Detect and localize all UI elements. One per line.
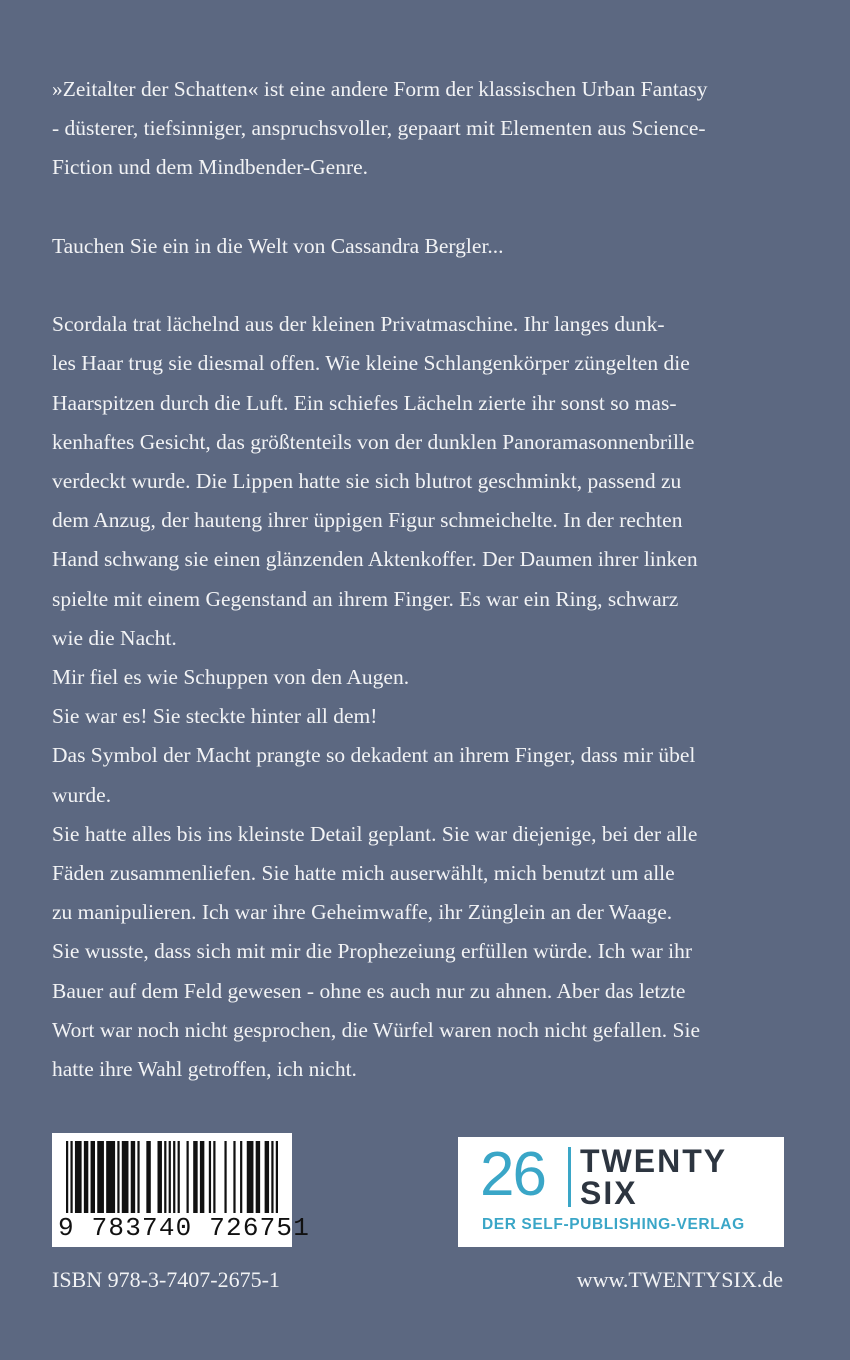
barcode-bar [200,1141,204,1213]
excerpt-line: Fäden zusammenliefen. Sie hatte mich auserwählt, mich benutzt um alle [52,861,675,886]
excerpt-line: spielte mit einem Gegenstand an ihrem Finger. Es war ein Ring, schwarz [52,586,679,611]
barcode-bar [66,1141,68,1213]
barcode-bar [169,1141,171,1213]
logo-number: 26 [480,1140,545,1209]
excerpt-line: dem Anzug, der hauteng ihrer üppigen Figur schmeichelte. In der rechten [52,508,683,533]
barcode-bar [256,1141,260,1213]
barcode-bar [240,1141,242,1213]
logo-word-top: TWENTY [580,1143,728,1179]
barcode-bar [178,1141,180,1213]
barcode-bar [187,1141,189,1213]
barcode-bar [157,1141,161,1213]
excerpt-paragraph-5 [52,815,784,1089]
publisher-logo [458,1137,784,1247]
intro-paragraph [52,70,784,188]
barcode-bar [213,1141,215,1213]
barcode-bar [70,1141,72,1213]
excerpt-line: Haarspitzen durch die Luft. Ein schiefes Lächeln zierte ihr sonst so mas- [52,390,677,415]
excerpt-line: Sie hatte alles bis ins kleinste Detail geplant. Sie war diejenige, bei der alle [52,821,698,846]
back-cover-blurb [52,70,784,1089]
excerpt-line: Scordala trat lächelnd aus der kleinen Privatmaschine. Ihr langes dunk- [52,312,665,337]
excerpt-paragraph-3: Sie war es! Sie steckte hinter all dem! [52,704,378,729]
barcode-bar [75,1141,82,1213]
excerpt-line: Das Symbol der Macht prangte so dekadent an ihrem Finger, dass mir übel [52,743,696,768]
excerpt-line: Bauer auf dem Feld gewesen - ohne es auch nur zu ahnen. Aber das letzte [52,978,686,1003]
barcode-bar [122,1141,129,1213]
excerpt-line: kenhaftes Gesicht, das größtenteils von der dunklen Panoramasonnenbrille [52,429,695,454]
isbn-barcode [52,1133,311,1247]
excerpt-line: wie die Nacht. [52,625,177,650]
barcode-digits: 9 783740 726751 [58,1213,311,1243]
barcode-bar [91,1141,95,1213]
logo-tagline: DER SELF-PUBLISHING-VERLAG [482,1216,745,1233]
barcode-bar [247,1141,254,1213]
logo-divider [568,1147,571,1207]
barcode-bar [146,1141,150,1213]
barcode-bar [233,1141,235,1213]
barcode-bar [173,1141,175,1213]
excerpt-line: zu manipulieren. Ich war ihre Geheimwaffe, ihr Zünglein an der Waage. [52,900,673,925]
excerpt-line: Wort war noch nicht gesprochen, die Würfel waren noch nicht gefallen. Sie [52,1017,701,1042]
logo-word-bottom: SIX [580,1175,638,1211]
barcode-bar [271,1141,273,1213]
barcode-bars [66,1141,278,1213]
intro-line: »Zeitalter der Schatten« ist eine andere Form der klassischen Urban Fantasy [52,77,708,101]
excerpt-line: wurde. [52,782,112,807]
excerpt-line: les Haar trug sie diesmal offen. Wie kleine Schlangenkörper züngelten die [52,351,690,376]
excerpt-line: verdeckt wurde. Die Lippen hatte sie sich blutrot geschminkt, passend zu [52,469,682,493]
barcode-bar [164,1141,166,1213]
excerpt-paragraph-1 [52,305,784,658]
barcode-bar [276,1141,278,1213]
isbn-number: ISBN 978-3-7407-2675-1 [52,1267,280,1292]
intro-line: - düsterer, tiefsinniger, anspruchsvoller, gepaart mit Elementen aus Science- [52,116,706,141]
barcode-bar [224,1141,226,1213]
excerpt-paragraph-2: Mir fiel es wie Schuppen von den Augen. [52,665,410,690]
publisher-url: www.TWENTYSIX.de [576,1267,783,1292]
excerpt-line: Hand schwang sie einen glänzenden Aktenkoffer. Der Daumen ihrer linken [52,547,698,572]
barcode-bar [117,1141,119,1213]
barcode-bar [209,1141,211,1213]
excerpt-line: hatte ihre Wahl getroffen, ich nicht. [52,1057,357,1082]
barcode-bar [137,1141,139,1213]
excerpt-line: Sie wusste, dass sich mit mir die Prophezeiung erfüllen würde. Ich war ihr [52,939,693,964]
barcode-bar [265,1141,269,1213]
barcode-bar [84,1141,88,1213]
invitation-line: Tauchen Sie ein in die Welt von Cassandra Bergler... [52,233,504,258]
excerpt-paragraph-4 [52,736,784,814]
barcode-bar [106,1141,115,1213]
barcode-bar [131,1141,135,1213]
intro-line: Fiction und dem Mindbender-Genre. [52,155,369,180]
barcode-bar [193,1141,197,1213]
barcode-bar [97,1141,104,1213]
